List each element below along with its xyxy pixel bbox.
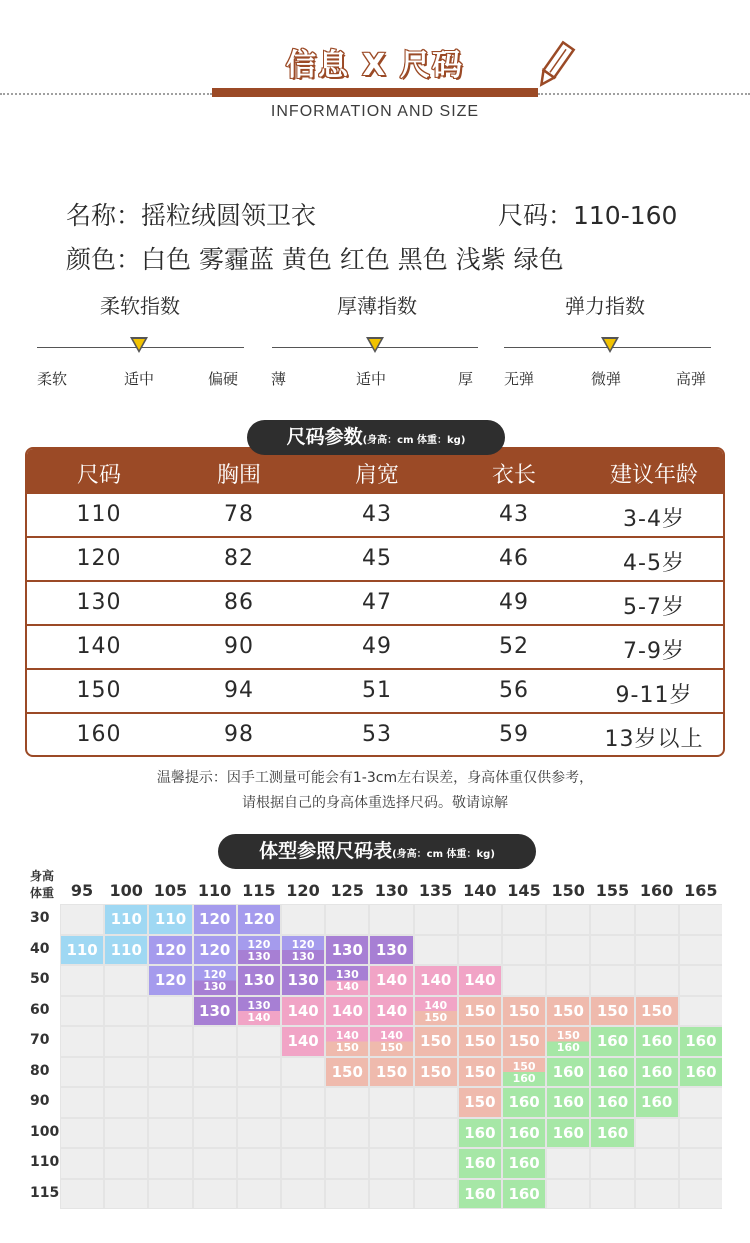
size-block-label: 160 xyxy=(512,1071,536,1085)
table-cell: 82 xyxy=(224,546,254,571)
grid-cell xyxy=(61,1058,103,1087)
header-dotted-rule-right xyxy=(538,93,750,95)
grid-cell xyxy=(326,1088,368,1117)
size-block: 160 xyxy=(680,1027,722,1056)
size-block: 130 xyxy=(238,966,280,995)
size-block-label: 140 xyxy=(247,1010,271,1024)
grid-cell xyxy=(680,1180,722,1209)
size-block: 160 xyxy=(591,1058,633,1087)
grid-cell xyxy=(680,936,722,965)
height-header: 105 xyxy=(153,881,188,900)
height-header: 95 xyxy=(70,881,94,900)
grid-cell xyxy=(61,1119,103,1148)
grid-cell xyxy=(636,905,678,934)
table-row xyxy=(27,494,723,538)
size-block-label: 150 xyxy=(556,1029,580,1042)
grid-cell xyxy=(326,1149,368,1178)
size-block-label: 150 xyxy=(335,1041,359,1054)
size-block-label: 120 xyxy=(203,968,227,981)
table-cell: 120 xyxy=(76,546,122,571)
table-cell: 5-7岁 xyxy=(623,595,685,620)
corner-weight-label: 体重 xyxy=(30,886,55,900)
size-block: 130 xyxy=(370,936,412,965)
grid-cell xyxy=(415,1149,457,1178)
grid-cell xyxy=(680,1088,722,1117)
size-block: 150 xyxy=(503,1027,545,1056)
index-title: 弹力指数 xyxy=(565,294,645,318)
grid-cell xyxy=(282,1088,324,1117)
size-block-label: 150 xyxy=(512,1059,536,1073)
header-cell: 肩宽 xyxy=(354,463,399,488)
size-block: 150 xyxy=(459,1027,501,1056)
grid-cell xyxy=(194,1180,236,1209)
table-row xyxy=(27,538,723,582)
size-block: 140 xyxy=(326,997,368,1026)
corner-height-label: 身高 xyxy=(30,869,55,883)
index-label-mid: 适中 xyxy=(124,370,155,388)
grid-cell xyxy=(149,1149,191,1178)
index-label-low: 柔软 xyxy=(37,370,68,388)
header-cell: 尺码 xyxy=(76,463,121,488)
weight-header: 100 xyxy=(30,1123,60,1140)
size-block-label: 140 xyxy=(335,980,359,993)
weight-header: 40 xyxy=(30,940,50,957)
size-table-title-text: 尺码参数 xyxy=(286,426,363,448)
grid-cell xyxy=(149,997,191,1026)
table-cell: 140 xyxy=(76,634,122,659)
size-block: 160 xyxy=(680,1058,722,1087)
grid-cell xyxy=(238,1180,280,1209)
grid-cell xyxy=(61,997,103,1026)
grid-cell xyxy=(282,1119,324,1148)
grid-cell xyxy=(591,936,633,965)
size-block xyxy=(415,997,457,1026)
page-title: 信息 X 尺码 xyxy=(285,48,465,83)
grid-cell xyxy=(238,1088,280,1117)
grid-cell xyxy=(282,1058,324,1087)
size-block: 140 xyxy=(370,966,412,995)
pencil-icon xyxy=(534,40,576,92)
height-header: 150 xyxy=(551,881,585,900)
size-block: 120 xyxy=(194,905,236,934)
table-cell: 3-4岁 xyxy=(623,507,685,532)
size-block xyxy=(326,1027,368,1056)
table-cell: 13岁以上 xyxy=(604,727,704,752)
header-cell: 衣长 xyxy=(491,463,536,488)
table-cell: 98 xyxy=(224,722,254,747)
grid-cell xyxy=(326,1119,368,1148)
size-block xyxy=(238,997,280,1026)
size-block: 160 xyxy=(503,1149,545,1178)
size-block: 160 xyxy=(459,1180,501,1209)
weight-header: 30 xyxy=(30,910,50,926)
grid-cell xyxy=(238,1119,280,1148)
height-header: 160 xyxy=(639,881,674,900)
grid-cell xyxy=(370,1119,412,1148)
grid-cell xyxy=(591,966,633,995)
size-block: 140 xyxy=(282,997,324,1026)
grid-cell xyxy=(415,905,457,934)
size-block-label: 140 xyxy=(335,1029,359,1042)
grid-cell xyxy=(149,1058,191,1087)
size-block: 110 xyxy=(105,905,147,934)
height-header: 120 xyxy=(286,881,320,900)
table-cell: 7-9岁 xyxy=(623,639,685,664)
grid-cell xyxy=(680,966,722,995)
size-block: 140 xyxy=(415,966,457,995)
page-subtitle: INFORMATION AND SIZE xyxy=(270,103,480,120)
header-bar xyxy=(212,88,538,97)
grid-cell xyxy=(503,936,545,965)
grid-cell xyxy=(282,1180,324,1209)
grid-cell xyxy=(503,905,545,934)
size-block: 150 xyxy=(459,997,501,1026)
product-name: 名称：摇粒绒圆领卫衣 xyxy=(66,201,317,230)
grid-cell xyxy=(591,1149,633,1178)
size-block-label: 140 xyxy=(424,998,448,1012)
body-chart-title xyxy=(218,834,536,869)
size-block: 160 xyxy=(547,1119,589,1148)
grid-cell xyxy=(370,1088,412,1117)
grid-cell xyxy=(61,966,103,995)
size-block: 130 xyxy=(282,966,324,995)
grid-cell xyxy=(149,1027,191,1056)
size-block-label: 140 xyxy=(380,1029,403,1042)
size-block: 140 xyxy=(459,966,501,995)
grid-cell xyxy=(105,1058,147,1087)
index-label-mid: 适中 xyxy=(356,370,387,388)
grid-cell xyxy=(105,1027,147,1056)
size-block: 160 xyxy=(636,1088,678,1117)
size-block-label: 130 xyxy=(203,980,227,993)
size-block: 140 xyxy=(282,1027,324,1056)
size-block: 160 xyxy=(636,1058,678,1087)
height-header: 110 xyxy=(197,881,232,900)
size-block-label: 150 xyxy=(424,1010,448,1024)
weight-header: 110 xyxy=(30,1154,60,1170)
weight-header: 115 xyxy=(30,1184,60,1201)
grid-cell xyxy=(680,1149,722,1178)
size-block: 160 xyxy=(591,1088,633,1117)
size-block: 150 xyxy=(459,1058,501,1087)
grid-cell xyxy=(459,905,501,934)
grid-cell xyxy=(370,1180,412,1209)
grid-cell xyxy=(282,1149,324,1178)
size-block-label: 160 xyxy=(556,1041,580,1054)
size-block: 160 xyxy=(503,1088,545,1117)
table-cell: 9-11岁 xyxy=(615,683,693,708)
size-block-label: 130 xyxy=(335,968,359,981)
size-block xyxy=(547,1027,589,1056)
header-dotted-rule-left xyxy=(0,93,212,95)
grid-cell xyxy=(105,1119,147,1148)
size-block: 160 xyxy=(591,1027,633,1056)
height-header: 115 xyxy=(242,881,276,900)
weight-header: 50 xyxy=(30,971,50,987)
size-block: 110 xyxy=(105,936,147,965)
grid-cell xyxy=(238,1027,280,1056)
grid-cell xyxy=(547,905,589,934)
grid-cell xyxy=(61,905,103,934)
index-label-high: 偏硬 xyxy=(208,370,239,388)
size-block: 120 xyxy=(149,966,191,995)
size-block: 140 xyxy=(370,997,412,1026)
grid-cell xyxy=(105,1149,147,1178)
grid-cell xyxy=(680,1119,722,1148)
height-header: 145 xyxy=(507,881,541,900)
body-chart-unit-note: (身高：cm 体重：kg) xyxy=(392,849,495,860)
table-cell: 4-5岁 xyxy=(623,551,685,576)
grid-cell xyxy=(61,1088,103,1117)
size-table-unit-note: (身高：cm 体重：kg) xyxy=(362,435,466,446)
size-block: 150 xyxy=(370,1058,412,1087)
grid-cell xyxy=(415,1180,457,1209)
grid-cell xyxy=(149,1119,191,1148)
table-cell: 56 xyxy=(499,678,529,703)
grid-cell xyxy=(591,1180,633,1209)
grid-cell xyxy=(61,1180,103,1209)
table-cell: 130 xyxy=(76,590,122,615)
body-chart-title-text: 体型参照尺码表 xyxy=(259,840,393,862)
size-block xyxy=(326,966,368,995)
index-label-low: 无弹 xyxy=(504,370,535,388)
size-block-label: 150 xyxy=(380,1041,403,1054)
size-block: 160 xyxy=(547,1058,589,1087)
body-chart-corner-label xyxy=(30,868,54,902)
grid-cell xyxy=(105,997,147,1026)
table-row xyxy=(27,670,723,714)
header-cell: 建议年龄 xyxy=(609,463,698,488)
index-title: 柔软指数 xyxy=(100,294,180,318)
size-block xyxy=(503,1058,545,1087)
table-cell: 52 xyxy=(499,634,529,659)
size-block: 150 xyxy=(591,997,633,1026)
note-line-2: 请根据自己的身高体重选择尺码。敬请谅解 xyxy=(242,795,508,811)
grid-cell xyxy=(238,1149,280,1178)
table-cell: 45 xyxy=(362,546,392,571)
table-cell: 43 xyxy=(362,502,392,527)
size-block: 130 xyxy=(194,997,236,1026)
grid-cell xyxy=(415,1088,457,1117)
grid-cell xyxy=(636,1119,678,1148)
index-title: 厚薄指数 xyxy=(337,294,417,318)
table-cell: 78 xyxy=(224,502,254,527)
size-block: 150 xyxy=(459,1088,501,1117)
height-header: 130 xyxy=(374,881,409,900)
size-block: 160 xyxy=(459,1119,501,1148)
grid-cell xyxy=(194,1088,236,1117)
index-label-high: 厚 xyxy=(458,370,474,388)
grid-cell xyxy=(591,905,633,934)
index-marker-icon xyxy=(366,337,384,353)
size-block xyxy=(282,936,324,965)
size-table-title xyxy=(247,420,505,455)
height-header: 140 xyxy=(463,881,497,900)
weight-header: 70 xyxy=(30,1032,50,1048)
index-label-low: 薄 xyxy=(271,370,287,388)
grid-cell xyxy=(105,1180,147,1209)
table-cell: 53 xyxy=(362,722,392,747)
table-cell: 86 xyxy=(224,590,254,615)
table-cell: 43 xyxy=(499,502,529,527)
size-block: 150 xyxy=(503,997,545,1026)
height-header: 155 xyxy=(595,881,630,900)
index-marker-icon xyxy=(130,337,148,353)
product-colors: 颜色：白色 雾霾蓝 黄色 红色 黑色 浅紫 绿色 xyxy=(66,245,564,274)
grid-cell xyxy=(680,905,722,934)
size-block: 150 xyxy=(547,997,589,1026)
size-block: 120 xyxy=(194,936,236,965)
grid-cell xyxy=(105,966,147,995)
size-block xyxy=(194,966,236,995)
height-header: 135 xyxy=(418,881,453,900)
height-header: 125 xyxy=(330,881,364,900)
weight-header: 80 xyxy=(30,1062,50,1079)
grid-cell xyxy=(326,905,368,934)
size-block: 150 xyxy=(636,997,678,1026)
index-label-high: 高弹 xyxy=(676,370,707,388)
size-block xyxy=(238,936,280,965)
size-block: 160 xyxy=(503,1119,545,1148)
grid-cell xyxy=(415,936,457,965)
table-cell: 94 xyxy=(224,678,254,703)
size-table-header xyxy=(27,449,723,494)
size-block-label: 130 xyxy=(247,949,271,963)
table-row xyxy=(27,626,723,670)
index-marker-icon xyxy=(601,337,619,353)
grid-cell xyxy=(282,905,324,934)
grid-cell xyxy=(238,1058,280,1087)
index-label-mid: 微弹 xyxy=(591,370,622,388)
size-block: 160 xyxy=(459,1149,501,1178)
size-block xyxy=(370,1027,412,1056)
grid-cell xyxy=(503,966,545,995)
grid-cell xyxy=(61,1149,103,1178)
table-cell: 59 xyxy=(499,722,529,747)
grid-cell xyxy=(547,936,589,965)
table-row xyxy=(27,714,723,757)
grid-cell xyxy=(636,936,678,965)
table-row xyxy=(27,582,723,626)
grid-cell xyxy=(415,1119,457,1148)
table-cell: 46 xyxy=(499,546,529,571)
grid-cell xyxy=(370,905,412,934)
height-header: 165 xyxy=(684,881,718,900)
size-table xyxy=(25,447,725,757)
grid-cell xyxy=(61,1027,103,1056)
weight-header: 90 xyxy=(30,1093,50,1109)
weight-header: 60 xyxy=(30,1001,50,1018)
size-block: 120 xyxy=(238,905,280,934)
table-cell: 160 xyxy=(76,722,122,747)
grid-cell xyxy=(105,1088,147,1117)
size-block: 110 xyxy=(149,905,191,934)
product-size-range: 尺码：110-160 xyxy=(498,201,678,230)
grid-cell xyxy=(194,1058,236,1087)
table-cell: 49 xyxy=(362,634,392,659)
size-block-label: 120 xyxy=(291,937,315,951)
grid-cell xyxy=(636,966,678,995)
size-block: 150 xyxy=(415,1027,457,1056)
grid-cell xyxy=(149,1180,191,1209)
table-cell: 150 xyxy=(76,678,122,703)
size-block: 120 xyxy=(149,936,191,965)
size-block: 160 xyxy=(636,1027,678,1056)
size-block: 160 xyxy=(547,1088,589,1117)
grid-cell xyxy=(547,1180,589,1209)
grid-cell xyxy=(459,936,501,965)
size-block: 160 xyxy=(503,1180,545,1209)
grid-cell xyxy=(636,1149,678,1178)
grid-cell xyxy=(680,997,722,1026)
height-header: 100 xyxy=(109,881,143,900)
size-block-label: 120 xyxy=(247,937,271,951)
grid-cell xyxy=(194,1027,236,1056)
header-cell: 胸围 xyxy=(216,463,261,488)
table-cell: 90 xyxy=(224,634,254,659)
size-block-label: 130 xyxy=(291,949,315,963)
size-block: 150 xyxy=(326,1058,368,1087)
size-block: 160 xyxy=(591,1119,633,1148)
size-block-label: 130 xyxy=(247,998,271,1012)
grid-cell xyxy=(194,1149,236,1178)
table-cell: 110 xyxy=(76,502,122,527)
table-cell: 47 xyxy=(362,590,392,615)
size-block: 110 xyxy=(61,936,103,965)
grid-cell xyxy=(370,1149,412,1178)
grid-cell xyxy=(194,1119,236,1148)
grid-cell xyxy=(326,1180,368,1209)
grid-cell xyxy=(547,1149,589,1178)
note-line-1: 温馨提示：因手工测量可能会有1-3cm左右误差，身高体重仅供参考， xyxy=(156,770,594,786)
grid-cell xyxy=(636,1180,678,1209)
grid-cell xyxy=(547,966,589,995)
grid-cell xyxy=(149,1088,191,1117)
size-block: 130 xyxy=(326,936,368,965)
table-cell: 51 xyxy=(362,678,392,703)
size-block: 150 xyxy=(415,1058,457,1087)
table-cell: 49 xyxy=(499,590,529,615)
